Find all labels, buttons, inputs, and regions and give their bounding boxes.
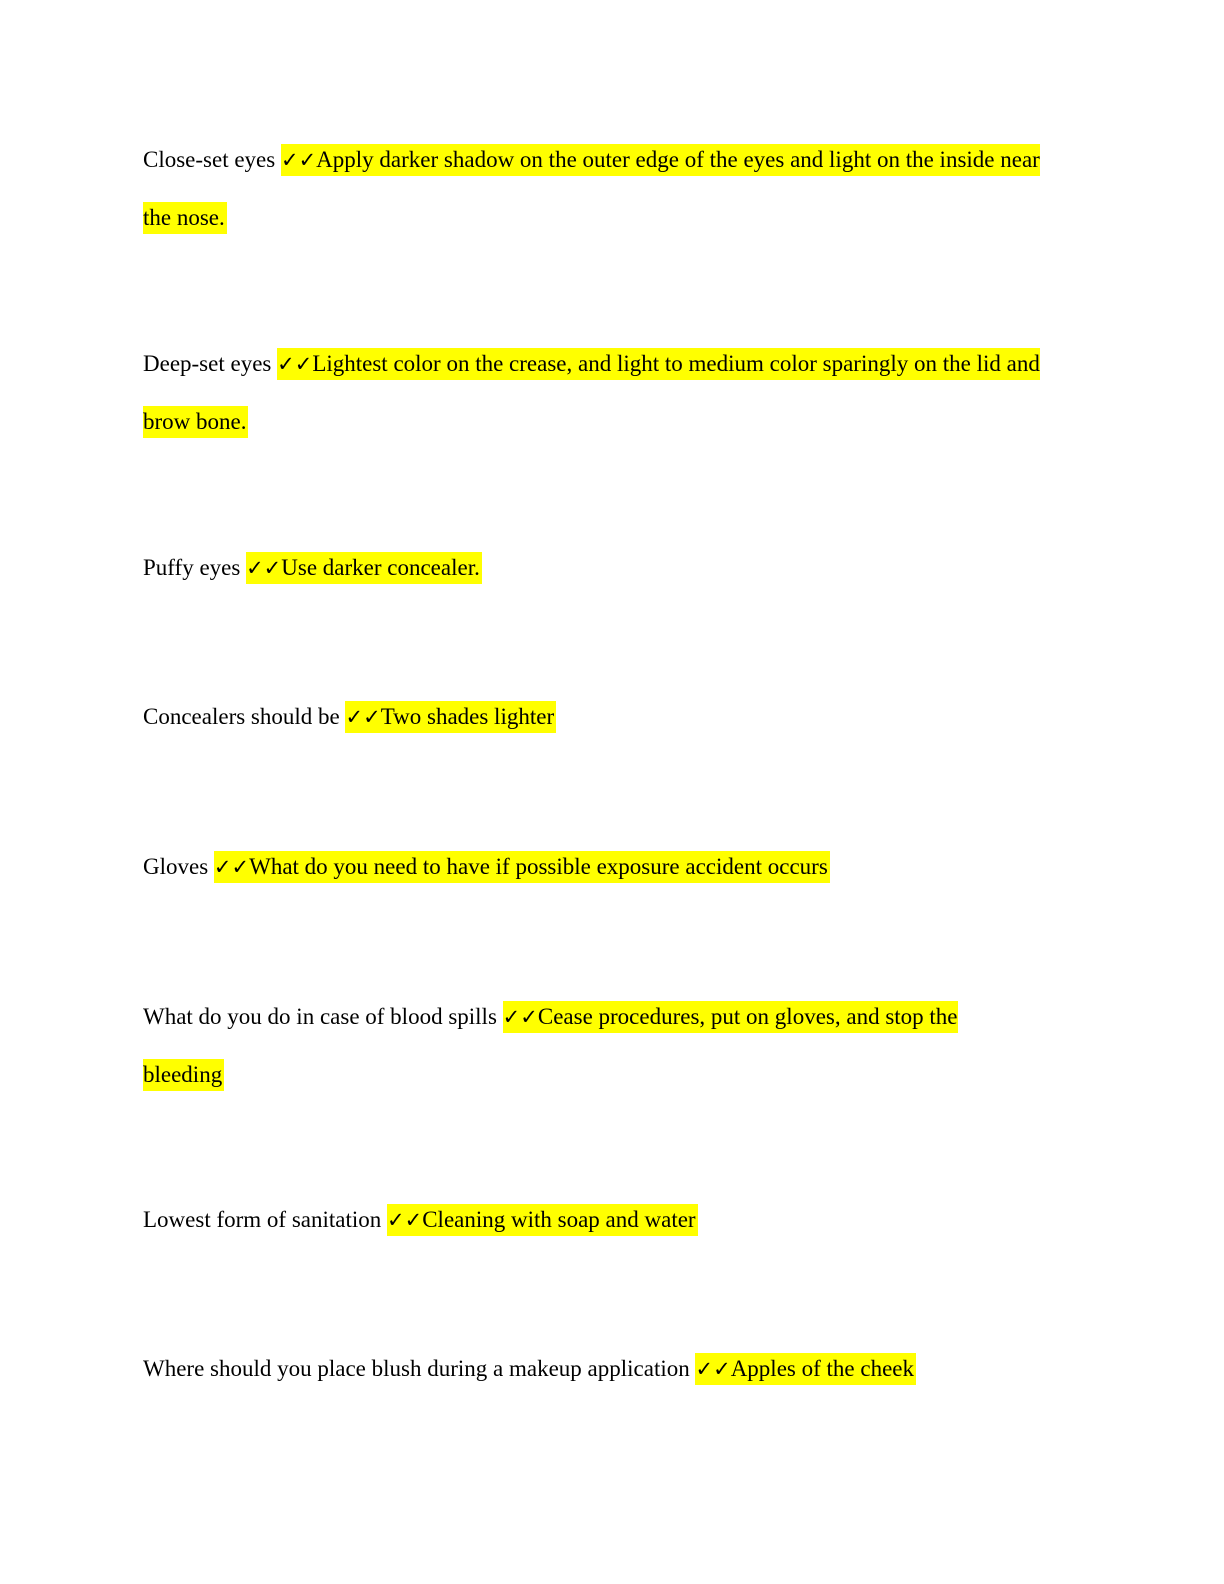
question-text: Puffy eyes bbox=[143, 555, 241, 580]
flashcard-item bbox=[143, 988, 1043, 1104]
answer-highlight bbox=[345, 701, 556, 733]
flashcard-item bbox=[143, 539, 1043, 597]
answer-highlight bbox=[143, 348, 1040, 438]
question-text: Lowest form of sanitation bbox=[143, 1207, 382, 1232]
double-check-icon: ✓✓ bbox=[213, 855, 250, 879]
answer-highlight bbox=[214, 851, 830, 883]
double-check-icon: ✓✓ bbox=[280, 148, 317, 172]
flashcard-item bbox=[143, 131, 1043, 247]
question-text: What do you do in case of blood spills bbox=[143, 1004, 497, 1029]
answer-text: What do you need to have if possible exposure accident occurs bbox=[249, 854, 828, 879]
double-check-icon: ✓✓ bbox=[246, 556, 282, 580]
question-text: Gloves bbox=[143, 854, 209, 879]
double-check-icon: ✓✓ bbox=[387, 1208, 423, 1232]
answer-highlight bbox=[387, 1204, 698, 1236]
flashcard-item bbox=[143, 1191, 1043, 1249]
double-check-icon: ✓✓ bbox=[277, 352, 313, 376]
answer-text: Cleaning with soap and water bbox=[422, 1207, 696, 1232]
question-text: Where should you place blush during a makeup application bbox=[143, 1356, 690, 1381]
flashcard-item bbox=[143, 335, 1043, 451]
flashcard-item bbox=[143, 688, 1043, 746]
answer-text: Cease procedures, put on gloves, and stop the bleeding bbox=[143, 1004, 958, 1087]
answer-highlight bbox=[246, 552, 482, 584]
answer-text: Apply darker shadow on the outer edge of the eyes and light on the inside near the nose. bbox=[143, 147, 1040, 230]
answer-highlight bbox=[143, 144, 1040, 234]
double-check-icon: ✓✓ bbox=[695, 1357, 731, 1381]
answer-highlight bbox=[695, 1353, 916, 1385]
flashcard-item bbox=[143, 838, 1043, 896]
answer-text: Lightest color on the crease, and light to medium color sparingly on the lid and brow bone. bbox=[143, 351, 1040, 434]
flashcard-item bbox=[143, 1340, 1043, 1398]
answer-text: Apples of the cheek bbox=[730, 1356, 914, 1381]
answer-text: Two shades lighter bbox=[380, 704, 555, 729]
question-text: Deep-set eyes bbox=[143, 351, 272, 376]
question-text: Close-set eyes bbox=[143, 147, 276, 172]
double-check-icon: ✓✓ bbox=[502, 1005, 538, 1029]
answer-text: Use darker concealer. bbox=[281, 555, 480, 580]
question-text: Concealers should be bbox=[143, 704, 340, 729]
double-check-icon: ✓✓ bbox=[345, 705, 381, 729]
